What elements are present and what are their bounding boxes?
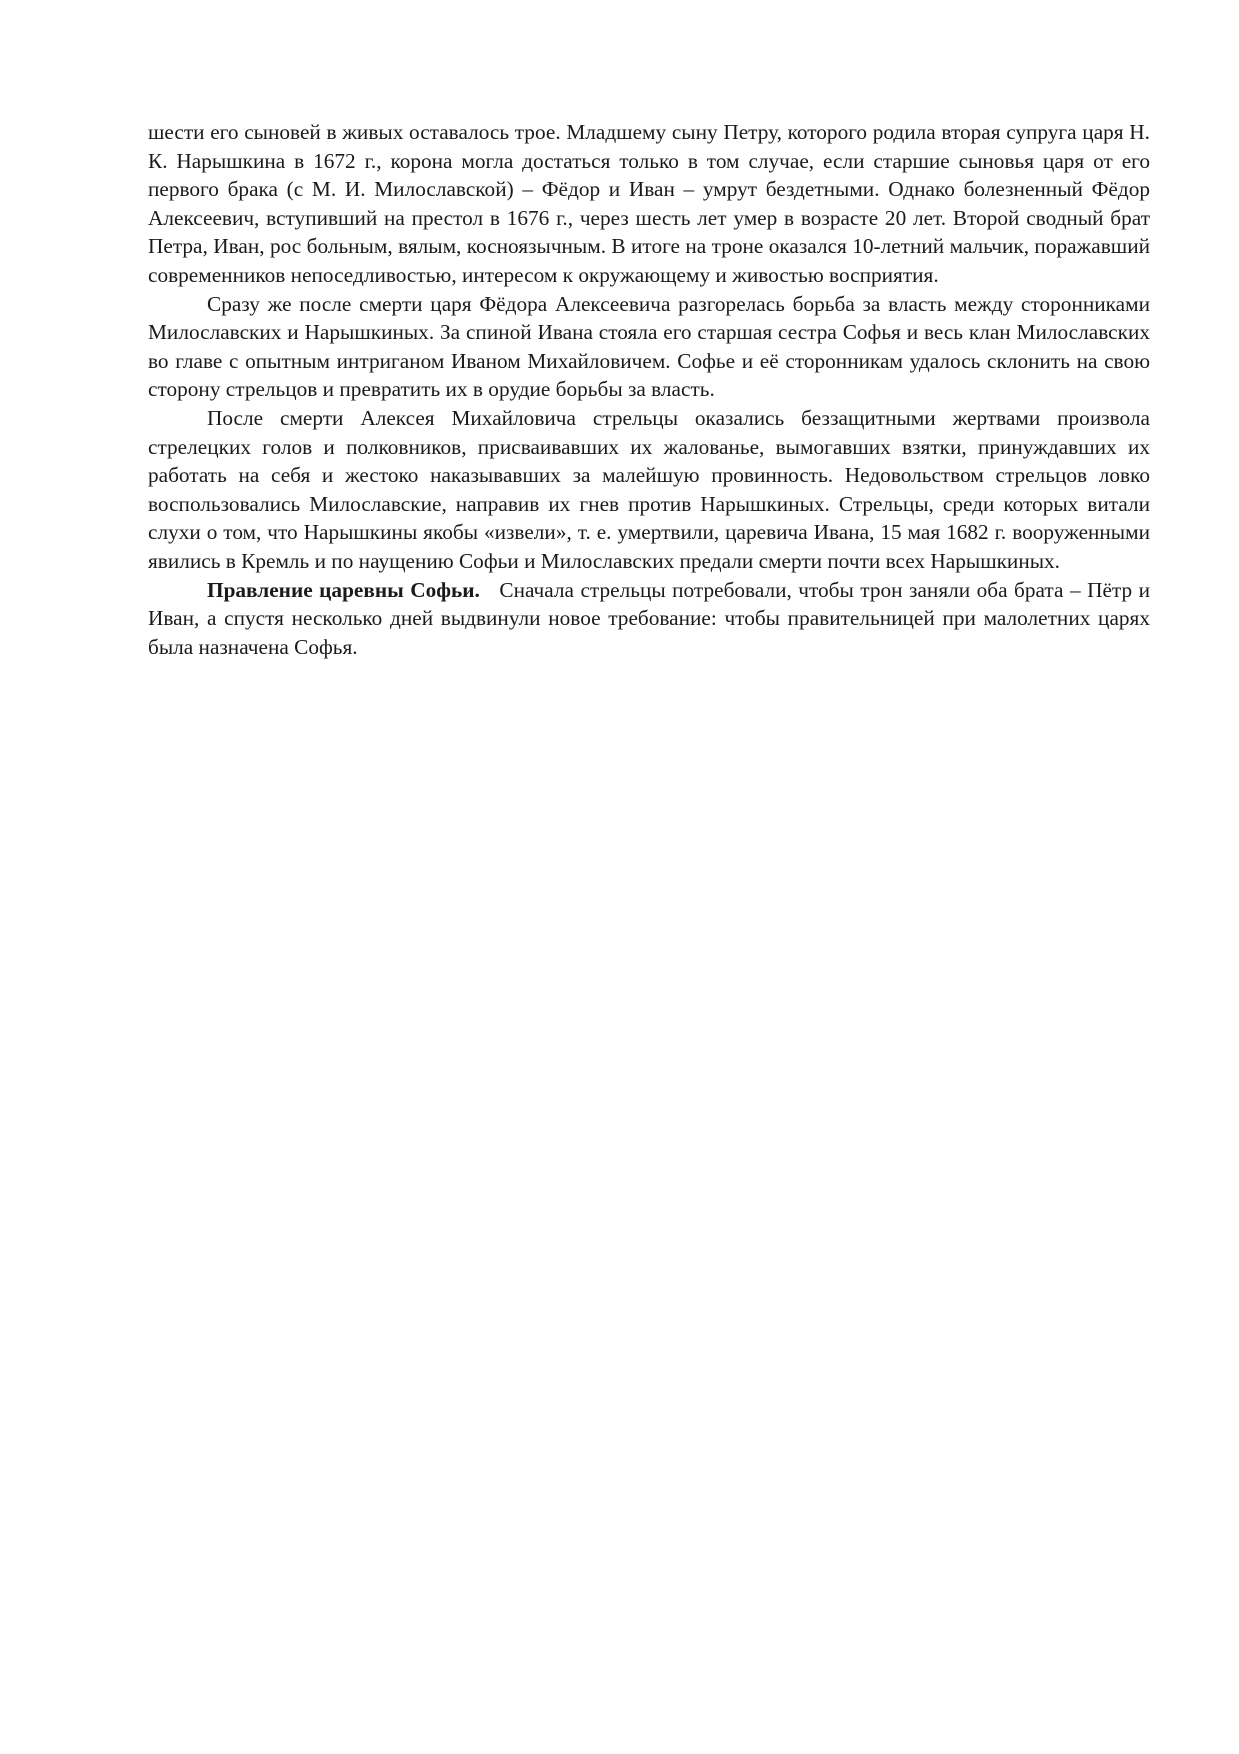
paragraph-1: шести его сыновей в живых оставалось трое. Младшему сыну Петру, которого родила вторая супруга царя Н. К. Нарышкина в 1672 г., корона могла достаться только в том случае, если старшие сыновья царя от его первого брака (с М. И. Милославской) – Фёдор и Иван – умрут бездетными. Однако болезненный Фёдор Алексеевич, вступивший на престол в 1676 г., через шесть лет умер в возрасте 20 лет. Второй сводный брат Петра, Иван, рос больным, вялым, косноязычным. В итоге на троне оказался 10-летний мальчик, поражавший современников непоседливостью, интересом к окружающему и живостью восприятия. [148,120,1150,287]
paragraph-3: После смерти Алексея Михайловича стрельцы оказались беззащитными жертвами произвола стрелецких голов и полковников, присваивавших их жалованье, вымогавших взятки, принуждавших их работать на себя и жестоко наказывавших за малейшую провинность. Недовольством стрельцов ловко воспользовались Милославские, направив их гнев против Нарышкиных. Стрельцы, среди которых витали слухи о том, что Нарышкины якобы «извели», т. е. умертвили, царевича Ивана, 15 мая 1682 г. вооруженными явились в Кремль и по наущению Софьи и Милославских предали смерти почти всех Нарышкиных. [148,405,1150,573]
section-heading: Правление царевны Софьи. [207,577,480,602]
document-page [148,118,1150,661]
paragraph-4-text: Сначала стрельцы потребовали, чтобы трон заняли оба брата – Пётр и Иван, а спустя несколько дней выдвинули новое требование: чтобы правительницей при малолетних царях была назначена Софья. [148,577,1151,659]
paragraph-2: Сразу же после смерти царя Фёдора Алексеевича разгорелась борьба за власть между сторонниками Милославских и Нарышкиных. За спиной Ивана стояла его старшая сестра Софья и весь клан Милославских во главе с опытным интриганом Иваном Михайловичем. Софье и её сторонникам удалось склонить на свою сторону стрельцов и превратить их в орудие борьбы за власть. [148,291,1150,402]
paragraph-4 [148,576,1150,662]
